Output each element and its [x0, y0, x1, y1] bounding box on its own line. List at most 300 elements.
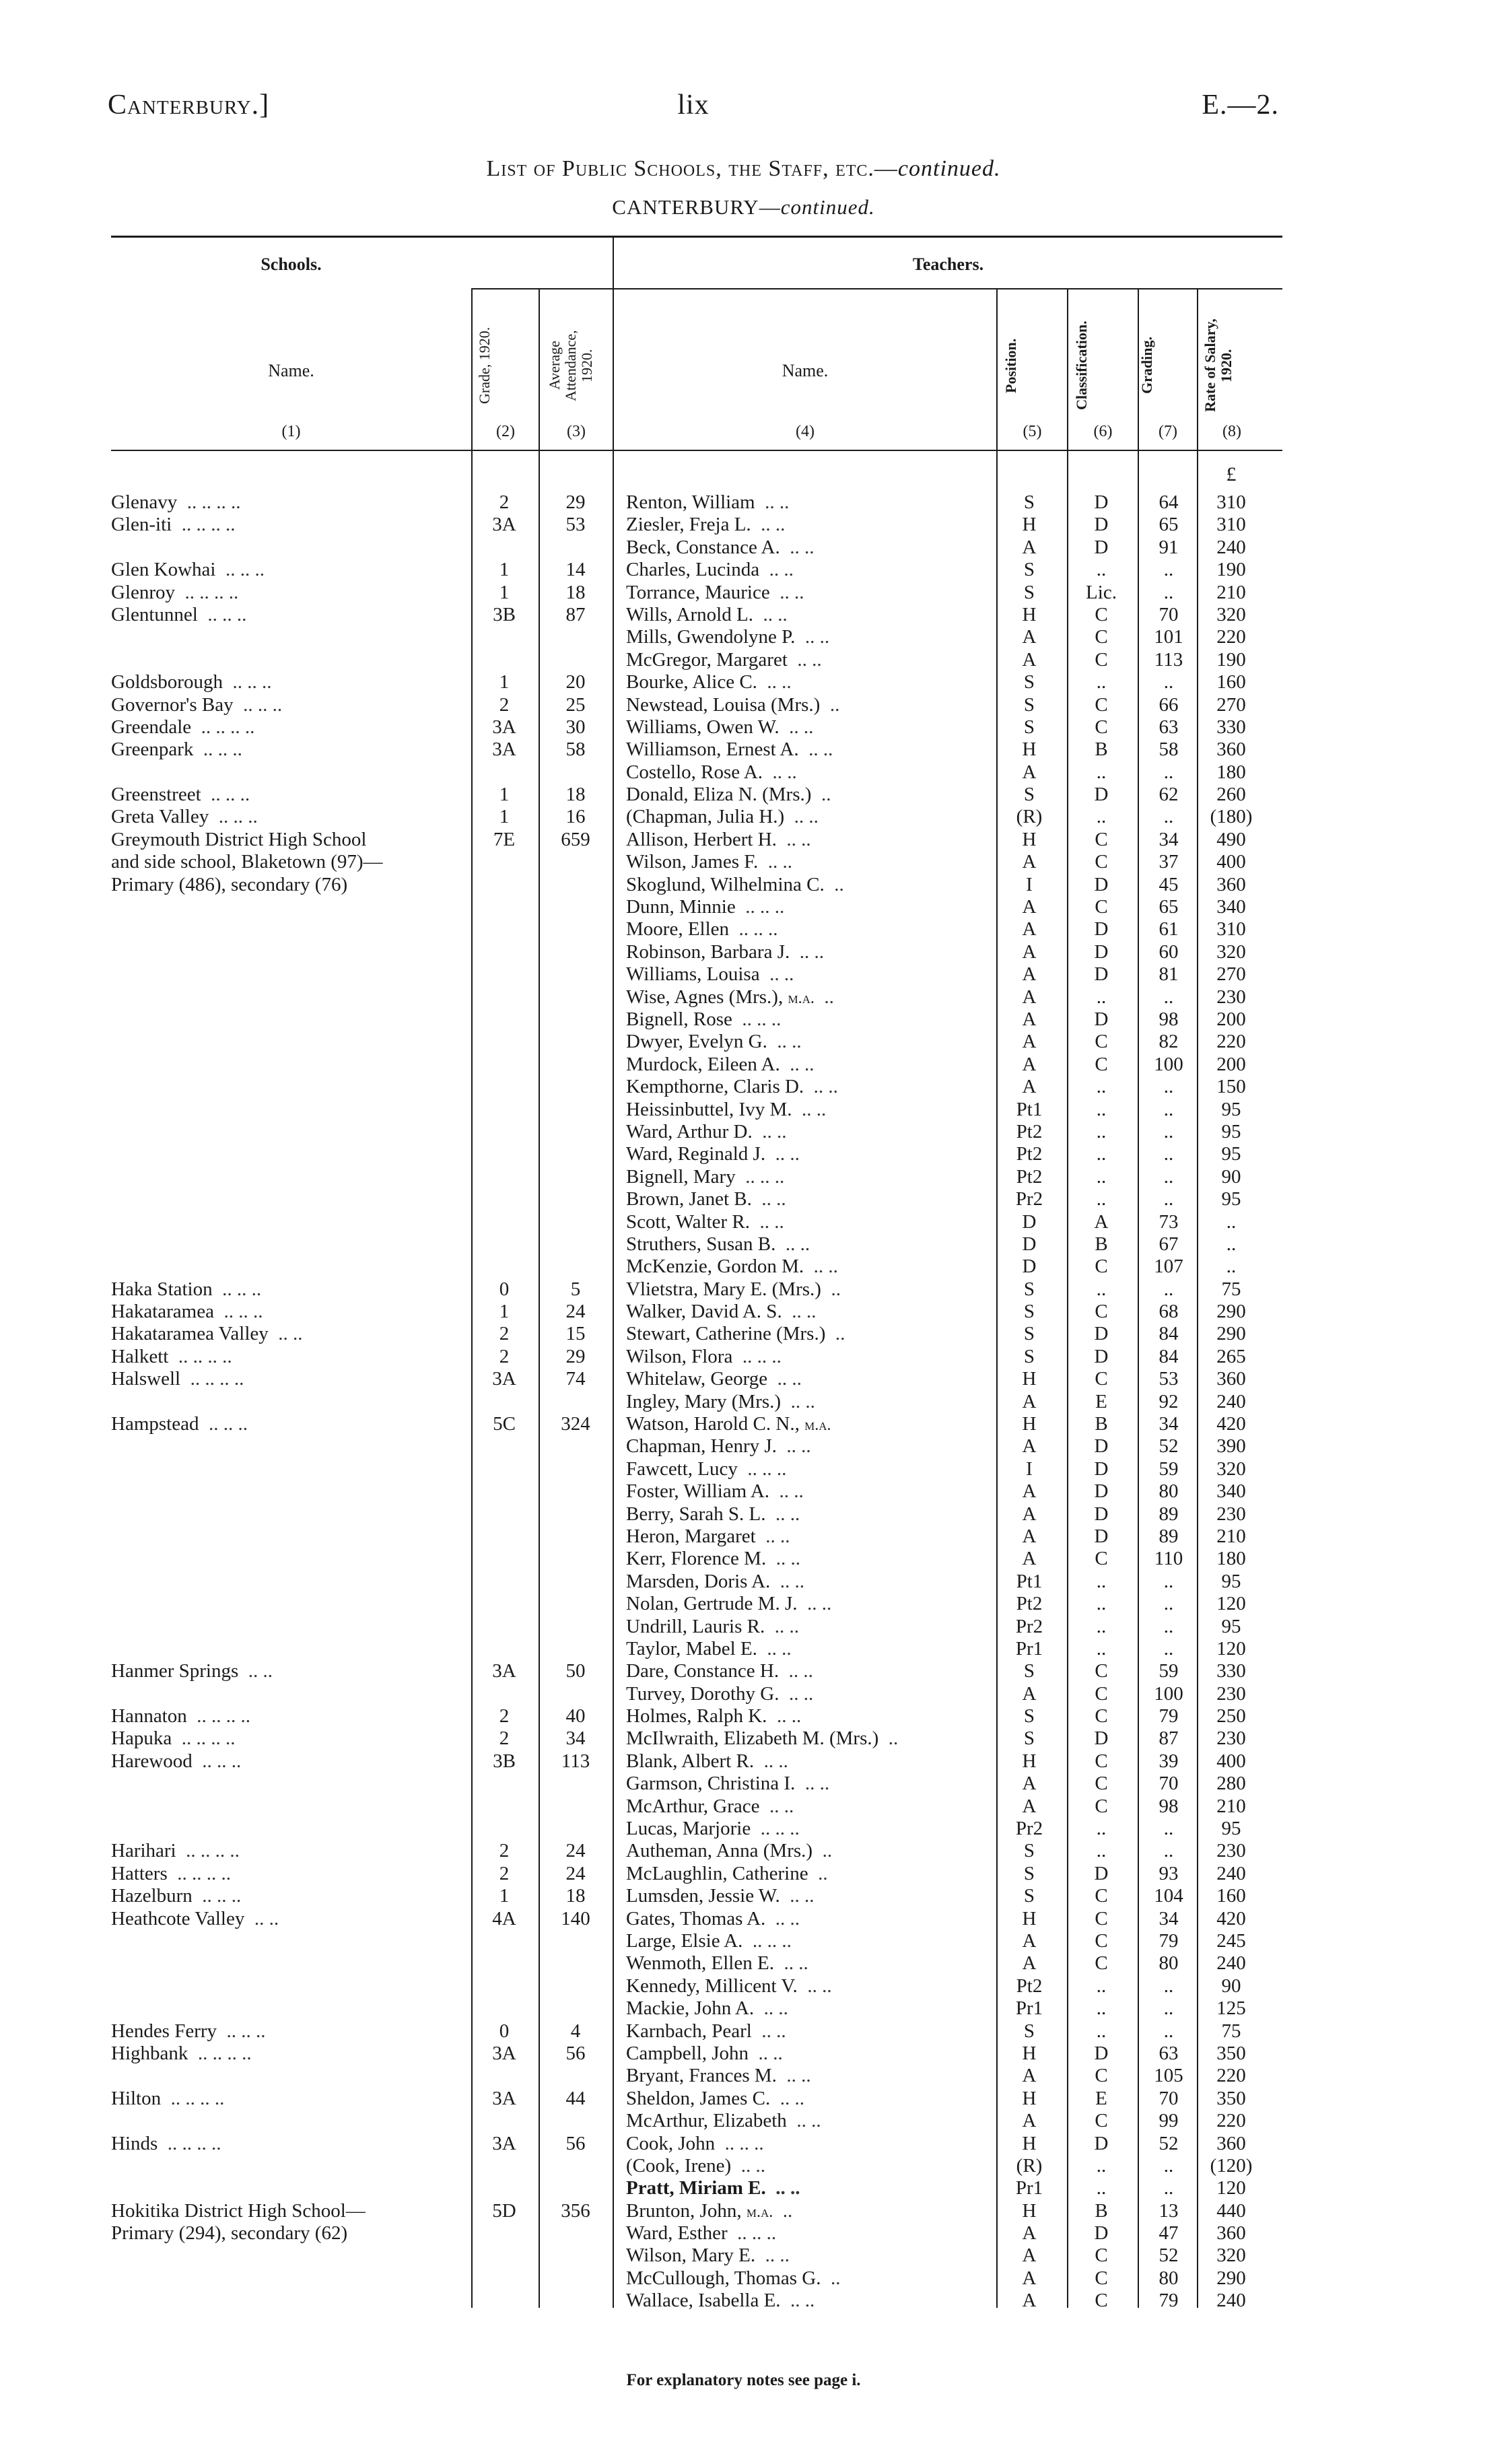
leader-dots: .. .. ..: [243, 693, 283, 716]
grading: 52: [1159, 1435, 1179, 1458]
leader-dots: .. .. .. ..: [197, 2042, 252, 2064]
classification: D: [1094, 2042, 1109, 2064]
teacher-name: [626, 941, 993, 963]
position: A: [1022, 626, 1037, 648]
teacher-name-header: Name.: [782, 361, 829, 380]
teacher-name-text: Wallace, Isabella E.: [626, 2290, 781, 2312]
position: H: [1022, 2132, 1037, 2154]
school-name-text: Hanmer Springs: [111, 1660, 239, 1682]
school-grade: 0: [499, 1278, 510, 1300]
leader-dots: .. ..: [763, 603, 788, 625]
leader-dots: .. ..: [790, 2290, 815, 2312]
leader-dots: .. ..: [780, 2087, 805, 2109]
school-grade: 0: [499, 2020, 510, 2042]
table-row: [0, 1008, 1487, 1031]
teacher-name-text: Foster, William A.: [626, 1480, 770, 1503]
salary: 200: [1216, 1008, 1246, 1030]
school-name: [111, 2222, 461, 2245]
title-italic: continued.: [897, 156, 1001, 181]
teacher-name-text: Heron, Margaret: [626, 1525, 756, 1547]
classification: D: [1094, 1480, 1109, 1503]
leader-dots: .. ..: [763, 1997, 788, 2020]
position: A: [1022, 1053, 1037, 1075]
leader-dots: .. ..: [790, 1053, 815, 1075]
salary: 230: [1216, 1727, 1246, 1750]
school-grade: 1: [499, 1885, 510, 1907]
grading: 105: [1154, 2065, 1183, 2087]
teacher-name-text: Dare, Constance H.: [626, 1660, 780, 1682]
position: D: [1022, 1210, 1037, 1233]
classification: C: [1095, 1301, 1108, 1323]
table-row: [0, 1188, 1487, 1210]
teacher-name: [626, 2133, 993, 2155]
leader-dots: .. ..: [790, 1885, 815, 1907]
salary: 220: [1216, 2065, 1246, 2087]
school-grade: 2: [499, 491, 510, 513]
teacher-name-text: Charles, Lucinda: [626, 559, 760, 581]
teacher-name-text: Walker, David A. S.: [626, 1301, 782, 1323]
school-grade: 7E: [493, 828, 516, 850]
leader-dots: .. ..: [780, 1570, 805, 1592]
average-attendance: 15: [565, 1323, 586, 1345]
teacher-name: [626, 2267, 993, 2290]
teacher-name: [626, 2177, 993, 2199]
salary: 290: [1216, 2267, 1246, 2289]
salary: 220: [1216, 1031, 1246, 1053]
classification: ..: [1096, 1165, 1107, 1188]
teacher-name: [626, 896, 993, 918]
leader-dots: .. .. ..: [745, 896, 785, 918]
teacher-name: [626, 2222, 993, 2245]
table-row: [0, 1593, 1487, 1615]
school-grade: 3A: [492, 2132, 516, 2154]
classification: D: [1094, 2222, 1109, 2245]
leader-dots: .. .. .. ..: [167, 2132, 221, 2154]
salary: 230: [1216, 1682, 1246, 1705]
position: A: [1022, 648, 1037, 671]
teacher-name-text: Ziesler, Freja L.: [626, 514, 751, 536]
table-row: [0, 2155, 1487, 2177]
teacher-name: [626, 1391, 993, 1413]
leader-dots: .. ..: [804, 626, 830, 648]
table-row: [0, 671, 1487, 693]
leader-dots: ..: [829, 693, 840, 716]
teacher-name: [626, 986, 993, 1010]
grading: 66: [1159, 693, 1179, 716]
position: A: [1022, 1525, 1037, 1547]
table-row: [0, 1031, 1487, 1053]
teacher-name-text: Dunn, Minnie: [626, 896, 736, 918]
teacher-name-text: Undrill, Lauris R.: [626, 1615, 765, 1637]
teacher-name: [626, 1727, 993, 1750]
teacher-name-text: Wise, Agnes (Mrs.),: [626, 986, 784, 1008]
teacher-name: [626, 1480, 993, 1503]
teacher-name-text: Chapman, Henry J.: [626, 1435, 777, 1458]
teacher-name: [626, 1795, 993, 1818]
salary: 280: [1216, 1773, 1246, 1795]
column-number: (6): [1093, 423, 1113, 440]
classification: D: [1094, 1862, 1109, 1884]
leader-dots: .. .. ..: [208, 1413, 248, 1435]
teacher-name: [626, 1683, 993, 1705]
table-row: [0, 739, 1487, 761]
table-row: [0, 1368, 1487, 1390]
position: A: [1022, 1503, 1037, 1525]
grading: 91: [1159, 536, 1179, 558]
salary: 230: [1216, 1503, 1246, 1525]
school-name: [111, 1705, 461, 1727]
grading: ..: [1163, 986, 1174, 1008]
school-name-text: Hilton: [111, 2087, 162, 2109]
leader-dots: .. ..: [780, 581, 804, 603]
grading: 65: [1159, 896, 1179, 918]
table-row: [0, 896, 1487, 918]
grading: ..: [1163, 1840, 1174, 1862]
classification: D: [1094, 536, 1109, 558]
grading: 84: [1159, 1345, 1179, 1367]
teacher-name: [626, 2290, 993, 2312]
leader-dots: .. ..: [777, 1368, 802, 1390]
salary: 350: [1216, 2042, 1246, 2064]
grading: 79: [1159, 1705, 1179, 1727]
subtitle-italic: continued.: [780, 195, 875, 219]
teacher-name-text: Beck, Constance A.: [626, 536, 780, 558]
teacher-name-text: Bignell, Rose: [626, 1008, 732, 1030]
grading: 62: [1159, 784, 1179, 806]
table-row: [0, 851, 1487, 873]
teacher-name-text: Robinson, Barbara J.: [626, 940, 790, 963]
table-row: [0, 2245, 1487, 2267]
teacher-name-text: Lucas, Marjorie: [626, 1818, 751, 1840]
classification: B: [1095, 1413, 1108, 1435]
school-name: [111, 784, 461, 806]
school-name: [111, 851, 461, 873]
teacher-name: [626, 963, 993, 986]
salary: 90: [1221, 1165, 1241, 1188]
school-name-text: Hapuka: [111, 1727, 172, 1750]
teacher-name-text: Vlietstra, Mary E. (Mrs.): [626, 1278, 821, 1300]
average-attendance: 44: [565, 2087, 586, 2109]
school-name: [111, 1908, 461, 1930]
teachers-group-header: Teachers.: [912, 254, 984, 274]
table-row: [0, 537, 1487, 559]
position: Pr2: [1015, 1615, 1043, 1637]
leader-dots: .. ..: [767, 1637, 792, 1659]
teacher-name: [626, 1211, 993, 1233]
teacher-name-text: Marsden, Doris A.: [626, 1570, 771, 1592]
leader-dots: .. .. .. ..: [201, 716, 255, 738]
table-row: [0, 1952, 1487, 1975]
school-grade: 3B: [493, 1750, 516, 1772]
average-attendance: 24: [565, 1862, 586, 1884]
leader-dots: ..: [822, 1840, 833, 1862]
school-grade: 3A: [492, 739, 516, 761]
position: A: [1022, 986, 1037, 1008]
teacher-name: [626, 1818, 993, 1840]
salary: 95: [1221, 1143, 1241, 1165]
average-attendance: 18: [565, 784, 586, 806]
school-name: [111, 829, 461, 851]
salary: 340: [1216, 1480, 1246, 1503]
teacher-name-text: Holmes, Ralph K.: [626, 1705, 767, 1727]
school-name: [111, 1346, 461, 1368]
salary: 240: [1216, 2290, 1246, 2312]
grading: 93: [1159, 1862, 1179, 1884]
table-row: [0, 2177, 1487, 2199]
teacher-name-text: Pratt, Miriam E.: [626, 2177, 766, 2199]
grading: 80: [1159, 1952, 1179, 1975]
classification: D: [1094, 1727, 1109, 1750]
teacher-name-text: Torrance, Maurice: [626, 581, 770, 603]
school-name: [111, 1413, 461, 1435]
grading: 13: [1159, 2199, 1179, 2222]
school-name-text: Hinds: [111, 2132, 158, 2154]
teacher-name: [626, 1031, 993, 1053]
teacher-name: [626, 1773, 993, 1795]
table-row: [0, 1818, 1487, 1840]
teacher-name-text: Moore, Ellen: [626, 918, 730, 940]
teacher-name-text: Williamson, Ernest A.: [626, 739, 799, 761]
classification: C: [1095, 693, 1108, 716]
grading: ..: [1163, 671, 1174, 693]
table-row: [0, 2065, 1487, 2087]
position: A: [1022, 2290, 1037, 2312]
school-name-text: Harihari: [111, 1840, 176, 1862]
school-name: [111, 604, 461, 626]
leader-dots: .. .. ..: [223, 1301, 263, 1323]
school-name-text: Heathcote Valley: [111, 1907, 245, 1929]
position: Pt2: [1016, 1120, 1043, 1142]
column-number: (2): [496, 423, 515, 440]
position: Pr2: [1015, 1188, 1043, 1210]
position: I: [1026, 1458, 1033, 1480]
table-row: [0, 694, 1487, 716]
salary: ..: [1226, 1233, 1237, 1255]
grading: 110: [1154, 1548, 1183, 1570]
teacher-name-text: Wilson, Flora: [626, 1345, 733, 1367]
position: S: [1023, 2020, 1035, 2042]
teacher-name: [626, 1503, 993, 1526]
salary: 190: [1216, 559, 1246, 581]
position: Pt2: [1016, 1593, 1043, 1615]
average-attendance: 50: [565, 1660, 586, 1682]
leader-dots: ..: [835, 1323, 845, 1345]
classification: C: [1095, 2110, 1108, 2132]
position: H: [1022, 2087, 1037, 2109]
position: A: [1022, 1930, 1037, 1952]
table-row: [0, 1099, 1487, 1121]
classification: C: [1095, 1952, 1108, 1975]
leader-dots: ..: [824, 986, 834, 1008]
average-attendance: 14: [565, 559, 586, 581]
teacher-name: [626, 1705, 993, 1727]
grading: 87: [1159, 1727, 1179, 1750]
teacher-name-text: Wilson, Mary E.: [626, 2245, 756, 2267]
salary: 340: [1216, 896, 1246, 918]
position: Pr1: [1015, 1637, 1043, 1659]
position: A: [1022, 1031, 1037, 1053]
school-name: [111, 1368, 461, 1390]
teacher-name: [626, 1099, 993, 1121]
average-attendance: 53: [565, 514, 586, 536]
school-name: [111, 2133, 461, 2155]
teacher-name: [626, 582, 993, 604]
salary: 420: [1216, 1907, 1246, 1929]
teacher-name-text: McArthur, Grace: [626, 1795, 760, 1817]
position: S: [1023, 1862, 1035, 1884]
grading: 45: [1159, 873, 1179, 895]
position: A: [1022, 1795, 1037, 1817]
salary: 320: [1216, 603, 1246, 625]
classification: ..: [1096, 806, 1107, 828]
grading: 79: [1159, 2290, 1179, 2312]
classification: C: [1095, 1885, 1108, 1907]
salary: 240: [1216, 1952, 1246, 1975]
school-name-text: Highbank: [111, 2042, 188, 2064]
position: H: [1022, 1413, 1037, 1435]
grading: ..: [1163, 1120, 1174, 1142]
teacher-name: [626, 1256, 993, 1278]
teacher-name: [626, 2245, 993, 2267]
table-row: [0, 1435, 1487, 1458]
position: A: [1022, 1008, 1037, 1030]
position: H: [1022, 1750, 1037, 1772]
teacher-name-text: Garmson, Christina I.: [626, 1773, 796, 1795]
salary: 240: [1216, 1390, 1246, 1412]
position: S: [1023, 1278, 1035, 1300]
classification: C: [1095, 1907, 1108, 1929]
classification: D: [1094, 873, 1109, 895]
school-name-text: Greendale: [111, 716, 192, 738]
teacher-name-text: Brunton, John,: [626, 2199, 742, 2222]
teacher-name-text: McLaughlin, Catherine: [626, 1862, 808, 1884]
leader-dots: .. .. .. ..: [190, 1368, 244, 1390]
salary: 230: [1216, 1840, 1246, 1862]
teacher-name: [626, 1930, 993, 1952]
teacher-name-text: Turvey, Dorothy G.: [626, 1682, 780, 1705]
leader-dots: ..: [821, 784, 831, 806]
position: H: [1022, 1907, 1037, 1929]
grading: ..: [1163, 559, 1174, 581]
school-name-text: Halswell: [111, 1368, 181, 1390]
page-title: [0, 156, 1487, 182]
salary: 180: [1216, 761, 1246, 783]
average-attendance: 24: [565, 1301, 586, 1323]
leader-dots: .. ..: [765, 491, 790, 513]
table-row: [0, 806, 1487, 828]
grading: ..: [1163, 2177, 1174, 2199]
grading: 113: [1154, 648, 1183, 671]
classification: D: [1094, 963, 1109, 986]
grading: 63: [1159, 2042, 1179, 2064]
leader-dots: .. .. .. ..: [186, 491, 241, 513]
teacher-name-text: Renton, William: [626, 491, 755, 513]
school-grade: 1: [499, 1301, 510, 1323]
school-grade: 2: [499, 1862, 510, 1884]
position: Pt2: [1016, 1975, 1043, 1997]
salary: 290: [1216, 1323, 1246, 1345]
position: S: [1023, 716, 1035, 738]
school-name-text: Greenstreet: [111, 784, 201, 806]
classification: D: [1094, 1435, 1109, 1458]
school-name: [111, 1301, 461, 1323]
school-grade: 3A: [492, 1660, 516, 1682]
classification: ..: [1096, 1593, 1107, 1615]
average-attendance: 56: [565, 2132, 586, 2154]
classification: C: [1095, 1660, 1108, 1682]
salary: 360: [1216, 2132, 1246, 2154]
page-subtitle: [0, 195, 1487, 219]
teacher-name: [626, 1526, 993, 1548]
classification: ..: [1096, 1143, 1107, 1165]
classification: D: [1094, 940, 1109, 963]
leader-dots: .. ..: [789, 716, 814, 738]
teacher-name-text: Mills, Gwendolyne P.: [626, 626, 796, 648]
school-name: [111, 671, 461, 693]
position: Pr1: [1015, 1997, 1043, 2020]
teacher-name-text: Whitelaw, George: [626, 1368, 768, 1390]
leader-dots: .. ..: [278, 1323, 303, 1345]
classification: ..: [1096, 986, 1107, 1008]
teacher-name: [626, 716, 993, 739]
teacher-name: [626, 1908, 993, 1930]
classification: ..: [1096, 1615, 1107, 1637]
school-name: [111, 1885, 461, 1907]
leader-dots: .. ..: [802, 1098, 827, 1120]
classification: C: [1095, 2290, 1108, 2312]
page-number: lix: [677, 90, 710, 121]
school-name-text: Greenpark: [111, 739, 194, 761]
teacher-name: [626, 829, 993, 851]
position: S: [1023, 1660, 1035, 1682]
leader-dots: .. .. .. ..: [177, 1862, 231, 1884]
leader-dots: .. .. ..: [211, 784, 250, 806]
salary: 350: [1216, 2087, 1246, 2109]
leader-dots: .. ..: [772, 761, 797, 783]
teacher-name-text: Bryant, Frances M.: [626, 2065, 777, 2087]
classification: ..: [1096, 671, 1107, 693]
position: S: [1023, 1301, 1035, 1323]
school-grade: 3A: [492, 514, 516, 536]
classification: D: [1094, 1008, 1109, 1030]
classification: C: [1095, 603, 1108, 625]
position: A: [1022, 761, 1037, 783]
table-row: [0, 491, 1487, 514]
school-grade: 1: [499, 671, 510, 693]
position: A: [1022, 940, 1037, 963]
teacher-name-text: Wills, Arnold L.: [626, 603, 753, 625]
teacher-name: [626, 1997, 993, 2020]
salary: 320: [1216, 940, 1246, 963]
teacher-name-text: Blank, Albert R.: [626, 1750, 755, 1772]
leader-dots: .. ..: [786, 2065, 811, 2087]
salary: 310: [1216, 491, 1246, 513]
table-row: [0, 1750, 1487, 1773]
column-number: (7): [1159, 423, 1177, 440]
leader-dots: .. ..: [767, 851, 793, 873]
table-row: [0, 941, 1487, 963]
teacher-name: [626, 1571, 993, 1593]
leader-dots: .. .. ..: [738, 918, 778, 940]
leader-dots: .. ..: [807, 1975, 832, 1997]
school-name-header: Name.: [268, 361, 314, 380]
grading: 100: [1154, 1682, 1183, 1705]
leader-dots: .. ..: [769, 559, 794, 581]
school-grade: 1: [499, 806, 510, 828]
table-row: [0, 1076, 1487, 1098]
leader-dots: .. .. ..: [752, 1930, 792, 1952]
classification: ..: [1096, 559, 1107, 581]
